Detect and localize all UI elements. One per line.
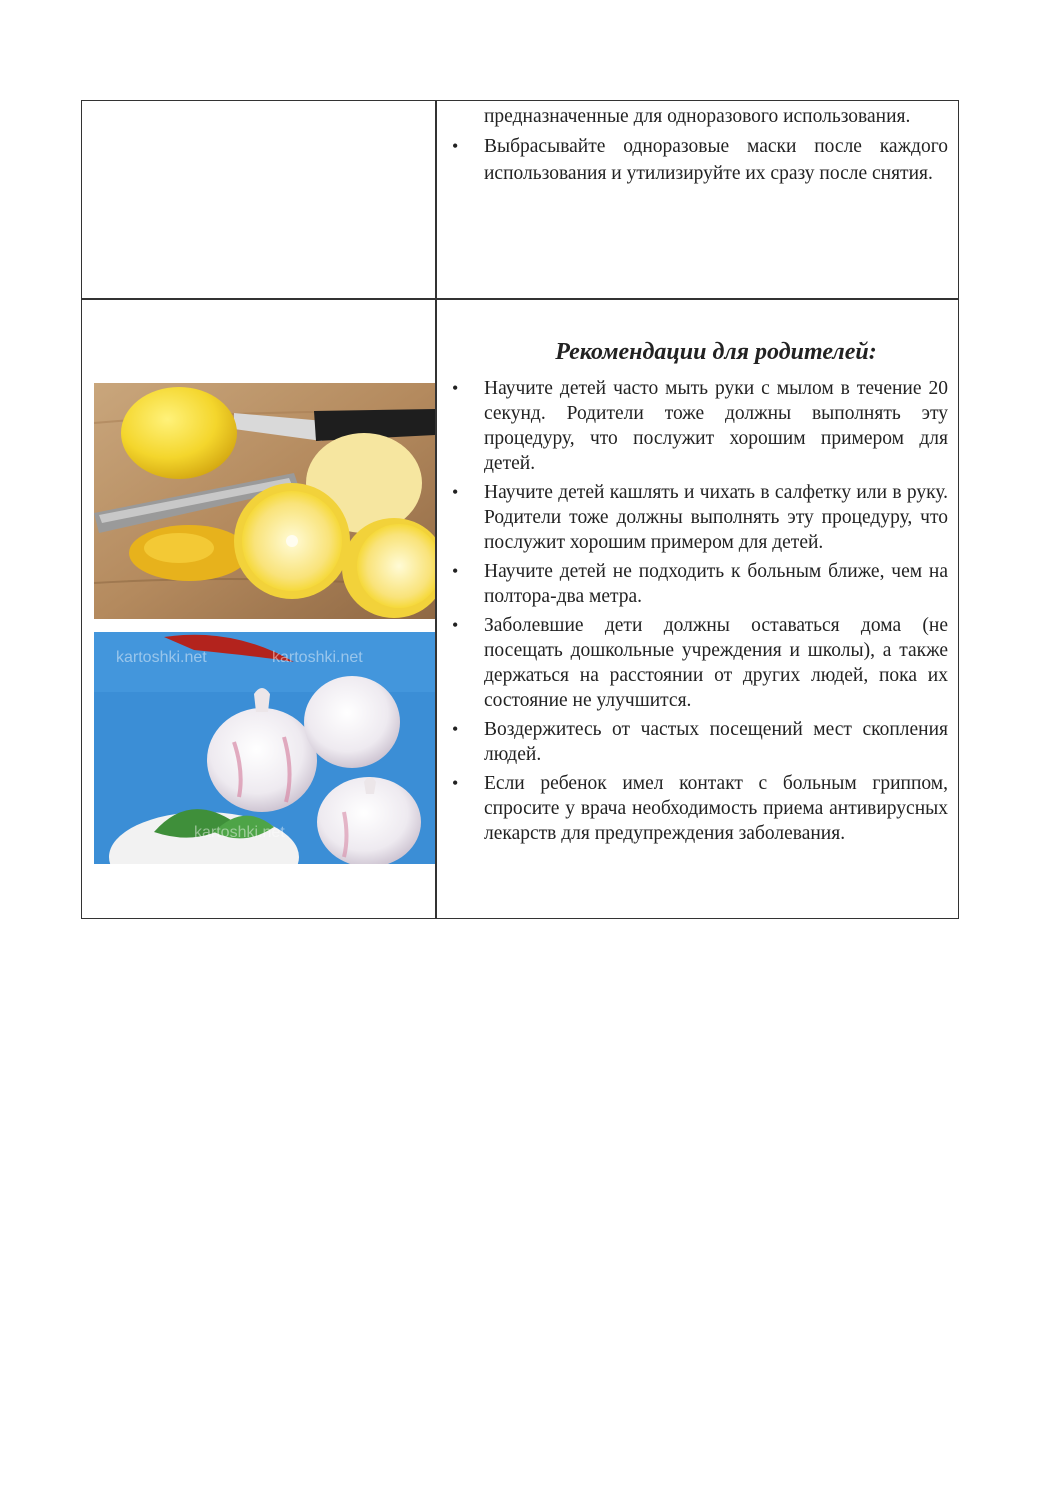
row1-bullet-list	[452, 133, 948, 187]
svg-text:kartoshki.net: kartoshki.net	[194, 824, 285, 841]
list-item: • Научите детей кашлять и чихать в салфетку или в руку. Родители тоже должны выполнять эту процедуру, что послужит хорошим примером для детей.	[452, 482, 948, 553]
bullet-icon: •	[452, 773, 459, 793]
list-item: • Научите детей часто мыть руки с мылом в течение 20 секунд. Родители тоже должны выполнять эту процедуру, что послужит хорошим примером для детей.	[452, 378, 948, 474]
section-title: Рекомендации для родителей:	[555, 339, 877, 365]
watermark-text: kartoshki.net	[116, 649, 207, 666]
bullet-icon: •	[452, 615, 459, 635]
list-item: • Научите детей не подходить к больным ближе, чем на полтора-два метра.	[452, 561, 948, 607]
list-item: • Заболевшие дети должны оставаться дома (не посещать дошкольные учреждения и школы), а также держаться на расстоянии от других людей, пока их состояние не улучшится.	[452, 615, 948, 711]
row2-text-cell	[452, 337, 948, 850]
bullet-icon: •	[452, 136, 459, 156]
bullet-icon: •	[452, 482, 459, 502]
bullet-icon: •	[452, 561, 459, 581]
continued-text: предназначенные для одноразового использования.	[484, 106, 911, 127]
garlic-photo	[94, 632, 435, 864]
parent-tips-list	[452, 376, 948, 846]
list-item: • Воздержитесь от частых посещений мест скопления людей.	[452, 719, 948, 765]
lemon-photo	[94, 383, 435, 619]
column-divider	[435, 101, 437, 918]
bullet-icon: •	[452, 378, 459, 398]
row1-text-cell	[452, 103, 948, 191]
list-item: • Если ребенок имел контакт с больным гриппом, спросите у врача необходимость приема антивирусных лекарств для предупреждения заболевания.	[452, 773, 948, 844]
row-divider	[82, 298, 958, 300]
list-item: • Выбрасывайте одноразовые маски после каждого использования и утилизируйте их сразу после снятия.	[484, 133, 948, 187]
bullet-icon: •	[452, 719, 459, 739]
svg-text:kartoshki.net: kartoshki.net	[272, 649, 363, 666]
